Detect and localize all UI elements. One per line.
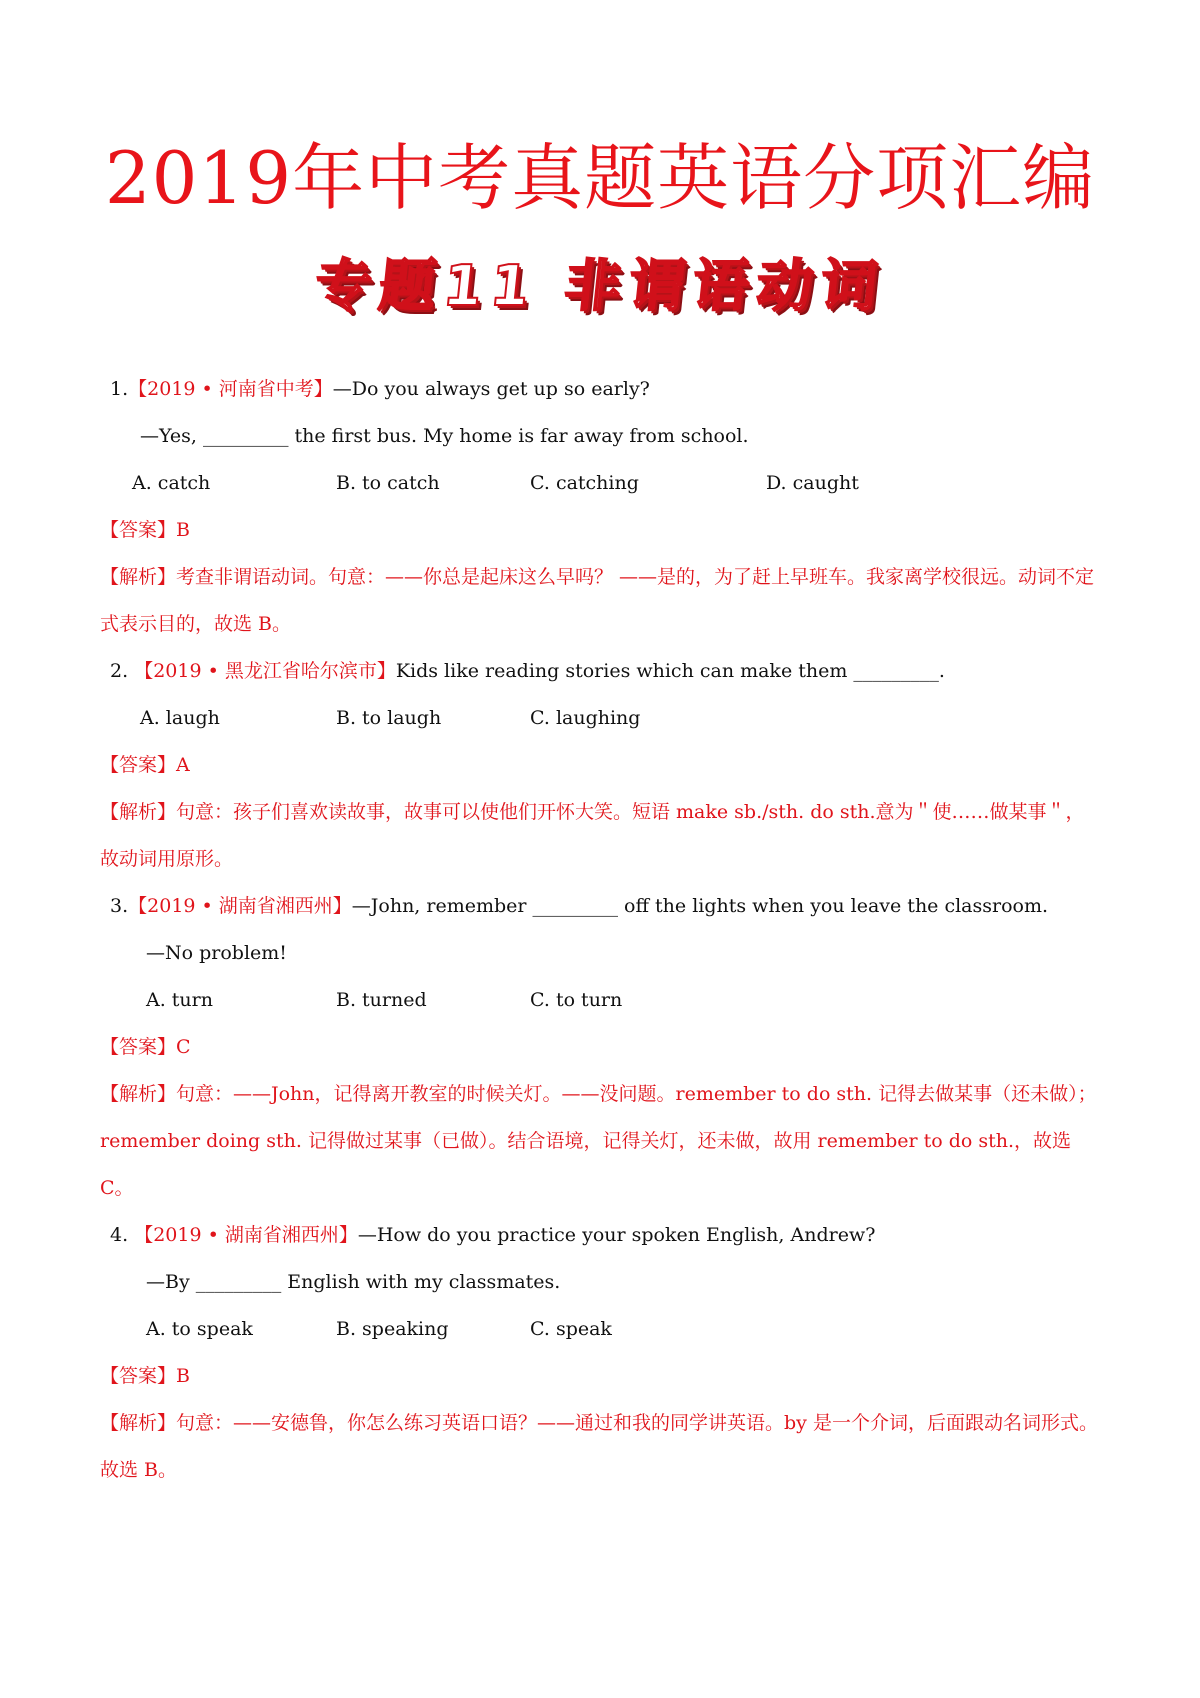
answer: 【答案】B <box>100 519 190 541</box>
option-b: B. to laugh <box>336 707 442 729</box>
question-stem <box>110 366 1100 413</box>
question-text: —Do you always get up so early? <box>332 378 650 400</box>
option-a: A. turn <box>146 989 213 1011</box>
page-title: 2019年中考真题英语分项汇编 <box>104 136 1096 220</box>
question-text: —How do you practice your spoken English, Andrew? <box>357 1224 876 1246</box>
option-c: C. to turn <box>530 989 623 1011</box>
option-b: B. turned <box>336 989 427 1011</box>
explanation: 【解析】考查非谓语动词。句意：——你总是起床这么早吗？ ——是的，为了赶上早班车。我家离学校很远。动词不定式表示目的，故选 B。 <box>100 566 1095 635</box>
question-number: 2. <box>110 660 129 682</box>
question-stem <box>110 648 1100 695</box>
options-row <box>110 695 1100 742</box>
question-number: 4. <box>110 1224 129 1246</box>
option-c: C. speak <box>530 1318 612 1340</box>
answer: 【答案】B <box>100 1365 190 1387</box>
question-dialogue-line: —By _________ English with my classmates. <box>146 1271 561 1293</box>
option-a: A. catch <box>132 472 211 494</box>
answer: 【答案】C <box>100 1036 191 1058</box>
options-row <box>110 977 1100 1024</box>
question-source-tag: 【2019 • 河南省中考】 <box>128 378 333 400</box>
option-b: B. speaking <box>336 1318 449 1340</box>
option-a: A. laugh <box>140 707 220 729</box>
option-c: C. laughing <box>530 707 641 729</box>
explanation: 【解析】句意：——安德鲁，你怎么练习英语口语？——通过和我的同学讲英语。by 是一个介词，后面跟动名词形式。故选 B。 <box>100 1412 1098 1481</box>
question-1 <box>100 366 1100 648</box>
options-row <box>110 460 1100 507</box>
question-number: 3. <box>110 895 129 917</box>
question-stem <box>110 883 1100 930</box>
option-d: D. caught <box>766 472 859 494</box>
options-row <box>110 1306 1100 1353</box>
question-source-tag: 【2019 • 黑龙江省哈尔滨市】 <box>134 660 396 682</box>
question-text: —John, remember _________ off the lights when you leave the classroom. <box>351 895 1049 917</box>
explanation: 【解析】句意：——John，记得离开教室的时候关灯。——没问题。remember to do sth. 记得去做某事（还未做）；remember doing sth. 记得做过某事（已做）。结合语境，记得关灯，还未做，故用 remember to do sth.，故选 C。 <box>100 1083 1097 1199</box>
question-3 <box>100 883 1100 1212</box>
option-a: A. to speak <box>146 1318 253 1340</box>
option-b: B. to catch <box>336 472 440 494</box>
question-dialogue-line: —No problem! <box>146 942 287 964</box>
question-source-tag: 【2019 • 湖南省湘西州】 <box>134 1224 358 1246</box>
question-4 <box>100 1212 1100 1494</box>
answer: 【答案】A <box>100 754 190 776</box>
question-2 <box>100 648 1100 883</box>
question-text: Kids like reading stories which can make them _________. <box>395 660 945 682</box>
question-stem <box>110 1212 1100 1259</box>
page-subtitle: 专题11 非谓语动词 <box>311 254 889 319</box>
question-list <box>100 366 1100 1494</box>
question-source-tag: 【2019 • 湖南省湘西州】 <box>128 895 352 917</box>
option-c: C. catching <box>530 472 639 494</box>
explanation: 【解析】句意：孩子们喜欢读故事，故事可以使他们开怀大笑。短语 make sb./sth. do sth.意为＂使……做某事＂，故动词用原形。 <box>100 801 1085 870</box>
question-number: 1. <box>110 378 129 400</box>
question-dialogue-line: —Yes, _________ the first bus. My home is far away from school. <box>140 425 749 447</box>
